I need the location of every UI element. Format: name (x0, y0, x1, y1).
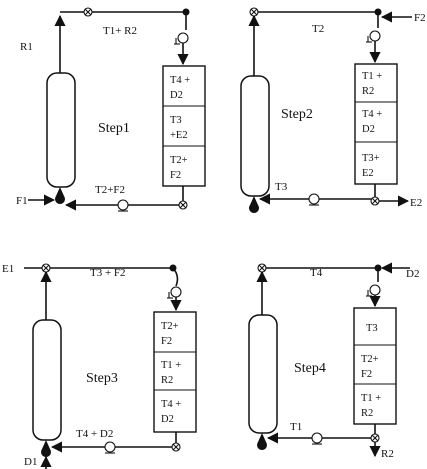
pump-icon (118, 200, 128, 211)
top-stream-label: T2 (312, 23, 325, 35)
desorbent-label: D2 (406, 268, 420, 280)
section-line1: T2+ (361, 354, 379, 365)
pump-icon (366, 285, 380, 296)
panel-step4 (249, 264, 410, 456)
step-label: Step2 (281, 107, 313, 122)
section-line1: T2+ (161, 321, 179, 332)
left-stream-label: R1 (20, 41, 33, 53)
section-line2: E2 (362, 168, 374, 179)
valve-icon (179, 201, 187, 209)
section-line2: R2 (361, 408, 374, 419)
valve-icon (371, 197, 379, 205)
bottom-stream-label: T4 + D2 (76, 428, 114, 440)
section-line1: T4 + (161, 399, 182, 410)
section-line1: T1 + (361, 393, 382, 404)
section-line2: D2 (362, 124, 375, 135)
section-line2: D2 (161, 414, 174, 425)
section-line2: F2 (170, 170, 182, 181)
section-line2: D2 (170, 90, 183, 101)
column (241, 76, 269, 196)
column (47, 73, 75, 187)
raffinate-label: R2 (381, 448, 394, 460)
desorbent-label: D1 (24, 456, 38, 468)
pump-icon (309, 194, 319, 205)
feed-label: F2 (414, 12, 426, 24)
section-line1: T3+ (362, 153, 380, 164)
section-line2: F2 (361, 369, 373, 380)
top-stream-label: T4 (310, 267, 323, 279)
valve-icon (371, 434, 379, 442)
extract-label: E1 (2, 263, 15, 275)
step-label: Step3 (86, 371, 118, 386)
section-line2: R2 (362, 86, 375, 97)
step-label: Step4 (294, 361, 326, 376)
feed-drop-icon (55, 187, 65, 204)
pump-icon (174, 33, 188, 44)
drop-icon (257, 433, 267, 450)
panel-step2 (241, 8, 412, 213)
section-line1: T1 + (362, 71, 383, 82)
valve-icon (42, 264, 50, 272)
pump-icon (366, 31, 380, 42)
section-line1: T3 (366, 323, 378, 334)
bottom-stream-label: T1 (290, 421, 303, 433)
valve-icon (250, 8, 258, 16)
pump-icon (105, 442, 115, 453)
pump-icon (167, 287, 181, 298)
valve-icon (172, 443, 180, 451)
section-line2: R2 (161, 375, 174, 386)
top-stream-label: T1+ R2 (103, 25, 138, 37)
section-line1: T4 + (362, 109, 383, 120)
top-stream-label: T3 + F2 (90, 267, 126, 279)
extract-label: E2 (410, 197, 423, 209)
section-line1: T3 (170, 115, 182, 126)
drop-icon (249, 196, 259, 213)
step-label: Step1 (98, 121, 130, 136)
feed-label: F1 (16, 195, 28, 207)
feed-drop-icon (41, 440, 51, 457)
section-line1: T1 + (161, 360, 182, 371)
section-line1: T4 + (170, 75, 191, 86)
valve-icon (258, 264, 266, 272)
bottom-stream-label: T3 (275, 181, 288, 193)
column (249, 315, 277, 433)
valve-icon (84, 8, 92, 16)
pump-icon (312, 433, 322, 444)
column (33, 320, 61, 440)
section-line1: T2+ (170, 155, 188, 166)
bottom-stream-label: T2+F2 (95, 184, 126, 196)
section-line2: F2 (161, 336, 173, 347)
section-line2: +E2 (170, 130, 188, 141)
